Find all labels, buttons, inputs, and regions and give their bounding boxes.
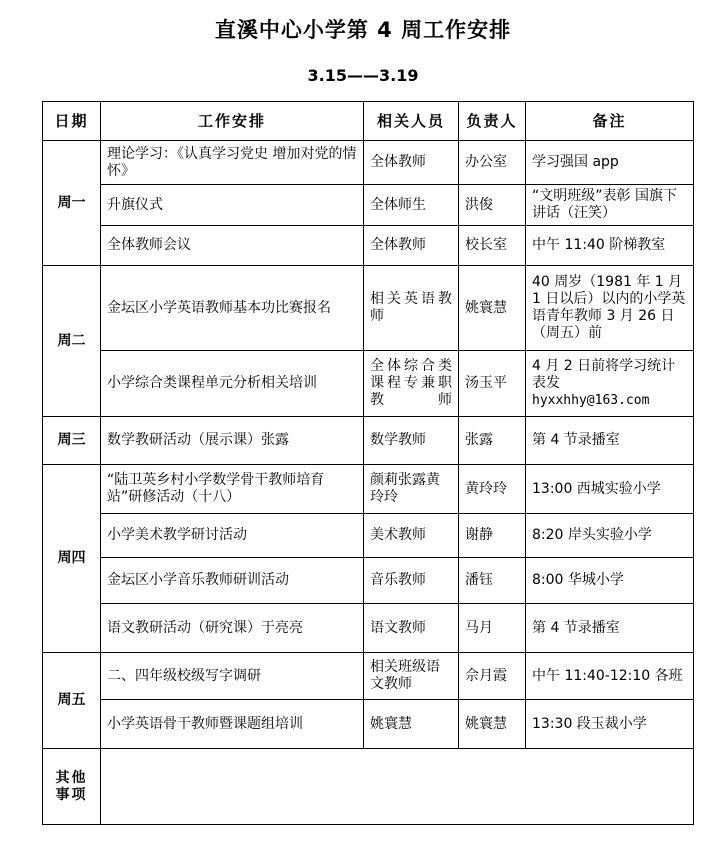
task-cell: 小学美术教学研讨活动 — [101, 514, 364, 558]
table-row — [43, 465, 694, 514]
people-cell: 全体师生 — [364, 185, 459, 226]
note-cell: 13:00 西城实验小学 — [526, 465, 694, 514]
task-cell: 语文教研活动（研究课）于亮亮 — [101, 604, 364, 653]
note-text: 4 月 2 日前将学习统计表发 — [532, 358, 676, 391]
schedule-table — [42, 101, 694, 825]
other-label-line1: 其他 — [55, 769, 88, 786]
table-row — [43, 558, 694, 604]
note-email: hyxxhhy@163.com — [532, 393, 650, 408]
table-row — [43, 351, 694, 417]
other-content — [101, 749, 694, 825]
owner-cell: 谢静 — [459, 514, 526, 558]
table-row — [43, 141, 694, 185]
note-cell: 8:00 华城小学 — [526, 558, 694, 604]
table-row — [43, 604, 694, 653]
note-cell — [526, 351, 694, 417]
task-cell: 全体教师会议 — [101, 226, 364, 266]
task-cell: 升旗仪式 — [101, 185, 364, 226]
note-cell: “文明班级”表彰 国旗下讲话（汪笑） — [526, 185, 694, 226]
note-cell: 中午 11:40 阶梯教室 — [526, 226, 694, 266]
day-thursday: 周四 — [43, 465, 101, 653]
owner-cell: 姚寰慧 — [459, 266, 526, 351]
table-row — [43, 749, 694, 825]
people-cell: 音乐教师 — [364, 558, 459, 604]
header-owner: 负责人 — [459, 102, 526, 141]
table-row — [43, 266, 694, 351]
note-cell: 学习强国 app — [526, 141, 694, 185]
people-cell: 语文教师 — [364, 604, 459, 653]
table-row — [43, 700, 694, 749]
owner-cell: 佘月霞 — [459, 653, 526, 700]
people-cell: 全体教师 — [364, 141, 459, 185]
day-friday: 周五 — [43, 653, 101, 749]
task-cell: 小学综合类课程单元分析相关培训 — [101, 351, 364, 417]
people-cell: 全体综合类课程专兼职教师 — [364, 351, 459, 417]
owner-cell: 黄玲玲 — [459, 465, 526, 514]
owner-cell: 汤玉平 — [459, 351, 526, 417]
task-cell: 数学教研活动（展示课）张露 — [101, 417, 364, 465]
task-cell: 小学英语骨干教师暨课题组培训 — [101, 700, 364, 749]
task-cell: 金坛区小学英语教师基本功比赛报名 — [101, 266, 364, 351]
people-cell: 数学教师 — [364, 417, 459, 465]
note-cell: 中午 11:40-12:10 各班 — [526, 653, 694, 700]
owner-cell: 张露 — [459, 417, 526, 465]
task-cell: “陆卫英乡村小学数学骨干教师培育站”研修活动（十八） — [101, 465, 364, 514]
note-cell: 40 周岁（1981 年 1 月 1 日以后）以内的小学英语青年教师 3 月 26 日（周五）前 — [526, 266, 694, 351]
owner-cell: 校长室 — [459, 226, 526, 266]
people-cell: 相关英语教师 — [364, 266, 459, 351]
header-row — [43, 102, 694, 141]
header-task: 工作安排 — [101, 102, 364, 141]
owner-cell: 马月 — [459, 604, 526, 653]
owner-cell: 办公室 — [459, 141, 526, 185]
day-monday: 周一 — [43, 141, 101, 266]
owner-cell: 潘钰 — [459, 558, 526, 604]
note-cell: 第 4 节录播室 — [526, 604, 694, 653]
table-row — [43, 417, 694, 465]
day-other — [43, 749, 101, 825]
people-cell: 全体教师 — [364, 226, 459, 266]
note-cell: 第 4 节录播室 — [526, 417, 694, 465]
table-row — [43, 514, 694, 558]
note-cell: 13:30 段玉裁小学 — [526, 700, 694, 749]
people-cell: 美术教师 — [364, 514, 459, 558]
people-cell: 颜莉张露黄玲玲 — [364, 465, 459, 514]
task-cell: 理论学习：《认真学习党史 增加对党的情怀》 — [101, 141, 364, 185]
header-note: 备注 — [526, 102, 694, 141]
day-tuesday: 周二 — [43, 266, 101, 417]
people-cell: 相关班级语文教师 — [364, 653, 459, 700]
header-date: 日期 — [43, 102, 101, 141]
other-label-line2: 事项 — [55, 786, 88, 803]
owner-cell: 洪俊 — [459, 185, 526, 226]
owner-cell: 姚寰慧 — [459, 700, 526, 749]
header-people: 相关人员 — [364, 102, 459, 141]
date-range: 3.15——3.19 — [307, 66, 419, 85]
page-title: 直溪中心小学第 4 周工作安排 — [214, 18, 512, 42]
table-row — [43, 653, 694, 700]
day-wednesday: 周三 — [43, 417, 101, 465]
people-cell: 姚寰慧 — [364, 700, 459, 749]
table-row — [43, 185, 694, 226]
table-row — [43, 226, 694, 266]
task-cell: 金坛区小学音乐教师研训活动 — [101, 558, 364, 604]
task-cell: 二、四年级校级写字调研 — [101, 653, 364, 700]
note-cell: 8:20 岸头实验小学 — [526, 514, 694, 558]
